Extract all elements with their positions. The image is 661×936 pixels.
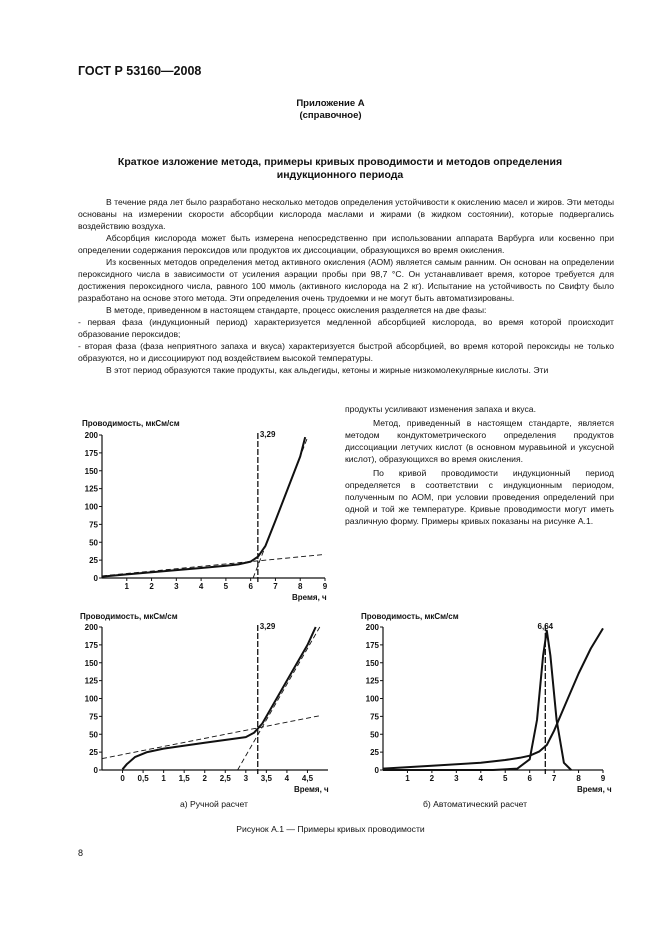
paragraph: Абсорбция кислорода может быть измерена непосредственно при использовании аппарата Варбурга или косвенно при определении содержания пероксидов или продуктов их диссоциации, образующихся во время окисления. bbox=[78, 233, 614, 255]
x-tick-label: 4 bbox=[478, 774, 484, 783]
x-tick-label: 7 bbox=[273, 582, 278, 591]
conductivity-chart-1 bbox=[70, 410, 340, 610]
marker-label: 3,29 bbox=[259, 622, 276, 631]
x-tick-label: 2 bbox=[429, 774, 435, 783]
paragraph-continued: продукты усиливают изменения запаха и вкуса. bbox=[345, 404, 536, 414]
side-paragraph: По кривой проводимости индукционный период определяется в соответствии с индукционным периодом, полученным по АОМ, при условии проведения определений при одной и той же температуре. Кривые проводимости могут иметь различную форму. Примеры кривых показаны на рисунке А.1. bbox=[345, 468, 614, 526]
y-tick-label: 100 bbox=[84, 694, 98, 704]
x-tick-label: 3 bbox=[174, 582, 179, 591]
y-tick-label: 200 bbox=[365, 623, 379, 632]
caption-manual: а) Ручной расчет bbox=[180, 799, 248, 809]
series-tangent-2 bbox=[238, 627, 320, 770]
y-tick-label: 150 bbox=[84, 658, 98, 668]
y-tick-label: 50 bbox=[89, 538, 98, 548]
x-tick-label: 1 bbox=[161, 774, 166, 783]
x-tick-label: 5 bbox=[502, 774, 508, 783]
annex-title: Приложение А bbox=[296, 98, 365, 109]
x-tick-label: 1 bbox=[124, 582, 130, 591]
y-tick-label: 100 bbox=[365, 694, 379, 704]
y-tick-label: 50 bbox=[89, 730, 98, 740]
series-conductivity bbox=[123, 627, 316, 769]
y-tick-label: 25 bbox=[370, 748, 379, 758]
phase-item: - вторая фаза (фаза неприятного запаха и вкуса) характеризуется быстрой абсорбцией, во время которой пероксиды не только образуются, но и диссоциируют под воздействием высокой температуры. bbox=[78, 341, 614, 363]
y-tick-label: 50 bbox=[370, 730, 379, 740]
series-conductivity bbox=[383, 628, 603, 768]
body-text bbox=[78, 196, 614, 376]
paragraph: Из косвенных методов определения метод активного окисления (АОМ) является самым ранним. Он основан на определении пероксидного числа в зависимости от усиления аэрации пробы при 98,7 °С. Он устанавливает время, которое требуется для достижения пероксидного числа, равного 100 ммоль (активного кислорода на 2 кг). Испытание на устойчивость по Свифту было разработано на основе этого метода. Эти определения очень трудоемки и не могут быть автоматизированы. bbox=[78, 257, 614, 303]
x-tick-label: 2 bbox=[202, 774, 207, 783]
y-axis-label: Проводимость, мкСм/см bbox=[361, 612, 459, 621]
x-tick-label: 5 bbox=[223, 582, 229, 591]
x-tick-label: 3,5 bbox=[260, 774, 272, 783]
x-tick-label: 7 bbox=[551, 774, 557, 783]
series-conductivity bbox=[102, 437, 305, 576]
paragraph: В течение ряда лет было разработано несколько методов определения устойчивости к окислению масел и жиров. Эти методы основаны на измерении скорости абсорбции кислорода маслами и жирами (в жидком состоянии), которые подвергались воздействию воздуха. bbox=[78, 197, 614, 231]
x-axis-label: Время, ч bbox=[577, 785, 612, 794]
paragraph: В методе, приведенном в настоящем стандарте, процесс окисления разделяется на две фазы: bbox=[106, 305, 487, 315]
x-tick-label: 6 bbox=[248, 582, 253, 591]
x-axis-label: Время, ч bbox=[294, 785, 329, 794]
x-tick-label: 3 bbox=[454, 774, 459, 783]
page-number: 8 bbox=[78, 848, 84, 858]
series-tangent-1 bbox=[102, 554, 325, 576]
y-axis-label: Проводимость, мкСм/см bbox=[80, 612, 178, 621]
marker-label: 6,64 bbox=[537, 622, 554, 631]
x-tick-label: 8 bbox=[297, 582, 303, 591]
y-tick-label: 75 bbox=[89, 712, 98, 722]
side-paragraph: Метод, приведенный в настоящем стандарте, является методом кондуктометрического определения продуктов диссоциации летучих кислот (в основном муравьиной и уксусной кислот), образующихся во время окисления. bbox=[345, 418, 614, 464]
y-tick-label: 75 bbox=[89, 520, 98, 530]
y-tick-label: 0 bbox=[374, 766, 379, 775]
y-tick-label: 75 bbox=[370, 712, 379, 722]
y-tick-label: 200 bbox=[84, 431, 98, 440]
y-tick-label: 125 bbox=[84, 676, 98, 686]
y-tick-label: 100 bbox=[84, 502, 98, 512]
section-title: Краткое изложение метода, примеры кривых проводимости и методов определения индукционного периода bbox=[117, 156, 563, 181]
y-tick-label: 150 bbox=[365, 658, 379, 668]
x-tick-label: 1 bbox=[405, 774, 410, 783]
phase-item: - первая фаза (индукционный период) характеризуется медленной абсорбцией кислорода, во время которой происходит образование пероксидов; bbox=[78, 317, 614, 339]
y-tick-label: 0 bbox=[93, 766, 98, 775]
series-tangent-2 bbox=[253, 437, 308, 578]
x-tick-label: 2,5 bbox=[219, 774, 231, 783]
annex-subtitle: (справочное) bbox=[299, 110, 362, 121]
side-text bbox=[345, 403, 614, 527]
y-tick-label: 200 bbox=[84, 623, 98, 632]
marker-label: 3,29 bbox=[259, 430, 276, 439]
x-tick-label: 0 bbox=[120, 774, 125, 783]
x-tick-label: 8 bbox=[576, 774, 581, 783]
x-tick-label: 4 bbox=[284, 774, 290, 783]
paragraph: В этот период образуются такие продукты, как альдегиды, кетоны и жирные низкомолекулярные кислоты. Эти bbox=[106, 365, 549, 375]
x-tick-label: 9 bbox=[600, 774, 606, 783]
x-tick-label: 1,5 bbox=[178, 774, 190, 783]
conductivity-chart-manual bbox=[70, 605, 340, 795]
y-tick-label: 25 bbox=[89, 748, 98, 758]
y-tick-label: 125 bbox=[365, 676, 379, 686]
document-code: ГОСТ Р 53160—2008 bbox=[78, 64, 202, 78]
figure-caption: Рисунок А.1 — Примеры кривых проводимости bbox=[236, 824, 425, 834]
y-tick-label: 175 bbox=[84, 640, 98, 650]
y-axis-label: Проводимость, мкСм/см bbox=[82, 419, 180, 428]
y-tick-label: 0 bbox=[93, 574, 98, 583]
y-tick-label: 125 bbox=[84, 484, 98, 494]
y-tick-label: 150 bbox=[84, 466, 98, 476]
y-tick-label: 175 bbox=[365, 640, 379, 650]
x-tick-label: 2 bbox=[149, 582, 154, 591]
x-tick-label: 0,5 bbox=[137, 774, 149, 783]
y-tick-label: 25 bbox=[89, 556, 98, 566]
x-axis-label: Время, ч bbox=[292, 593, 327, 602]
series-tangent-1 bbox=[102, 716, 320, 759]
caption-auto: б) Автоматический расчет bbox=[423, 799, 528, 809]
y-tick-label: 175 bbox=[84, 448, 98, 458]
x-tick-label: 6 bbox=[527, 774, 532, 783]
x-tick-label: 3 bbox=[243, 774, 249, 783]
x-tick-label: 4 bbox=[198, 582, 204, 591]
conductivity-chart-auto bbox=[345, 605, 625, 795]
x-tick-label: 4,5 bbox=[301, 774, 314, 783]
x-tick-label: 9 bbox=[322, 582, 328, 591]
